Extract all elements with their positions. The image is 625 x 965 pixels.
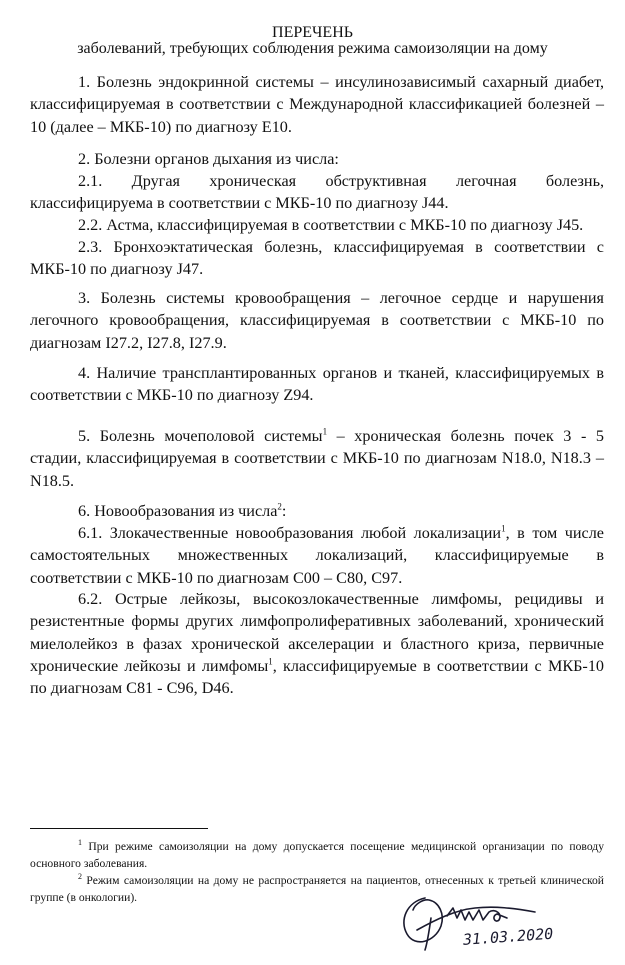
item-2: 2. Болезни органов дыхания из числа: <box>78 150 339 168</box>
footnote-ref-1: 1 <box>501 523 506 534</box>
footnote-1-text: При режиме самоизоляции на дому допускается посещение медицинской организации по поводу основного заболевания. <box>30 840 604 870</box>
item-3: 3. Болезнь системы кровообращения – легочное сердце и нарушения легочного кровообращения, классифицируемая в соответствии с МКБ-10 по диагнозам I27.2, I27.8, I27.9. <box>30 289 604 352</box>
item-6-1-text-a: 6.1. Злокачественные новообразования любой локализации <box>78 524 502 542</box>
item-6-2-text-a: 6.2. Острые лейкозы, высокозлокачественные лимфомы, рецидивы и резистентные формы других лимфопролиферативных заболеваний, хронический миелолейкоз в фазах хронической акселерации и бластного криза, первичные хронические лейкозы и лимфомы <box>30 590 604 675</box>
handwritten-signature <box>395 890 585 952</box>
item-4: 4. Наличие трансплантированных органов и тканей, классифицируемых в соответствии с МКБ-10 по диагнозу Z94. <box>30 364 604 405</box>
item-2-3: 2.3. Бронхоэктатическая болезнь, классифицируемая в соответствии с МКБ-10 по диагнозу J47. <box>30 238 604 279</box>
document-title: ПЕРЕЧЕНЬ <box>272 24 353 41</box>
item-6-1-text-b: , в том числе самостоятельных множественных локализаций, классифицируемые в соответствии с МКБ-10 по диагнозам C00 – C80, C97. <box>30 524 604 587</box>
footnote-2-text: Режим самоизоляции на дому не распространяется на пациентов, отнесенных к третьей клинической группе (в онкологии). <box>30 874 605 904</box>
item-5 <box>30 425 604 492</box>
item-2-1: 2.1. Другая хроническая обструктивная легочная болезнь, классифицируема в соответствии с МКБ-10 по диагнозу J44. <box>30 172 604 213</box>
item-5-text-a: 5. Болезнь мочеполовой системы <box>78 427 323 445</box>
item-6-2-text-b: , классифицируемые в соответствии с МКБ-10 по диагнозам C81 - C96, D46. <box>30 656 605 698</box>
signature-date: 31.03.2020 <box>462 924 554 949</box>
item-6: 6. Новообразования из числа$^2$: <box>78 501 287 520</box>
item-1: 1. Болезнь эндокринной системы – инсулинозависимый сахарный диабет, классифицируемая в соответствии с Международной классификацией болезней – 10 (далее – МКБ-10) по диагнозу E10. <box>30 73 604 136</box>
footnote-1 <box>30 838 604 872</box>
item-6-text: 6. Новообразования из числа <box>78 502 278 520</box>
item-6-2 <box>30 588 604 699</box>
item-6-1 <box>30 522 604 589</box>
document-subtitle: заболеваний, требующих соблюдения режима самоизоляции на дому <box>77 40 548 57</box>
item-5-text-b: – хроническая болезнь почек 3 - 5 стадии, классифицируемая в соответствии с МКБ-10 по диагнозам N18.0, N18.3 – N18.5. <box>30 427 604 490</box>
footnote-ref-1: 1 <box>268 656 273 667</box>
footnote-ref-2: 2 <box>277 501 282 512</box>
footnote-mark-1: 1 <box>78 838 82 848</box>
footnote-separator <box>30 828 208 829</box>
footnote-ref-1: 1 <box>322 426 328 437</box>
footnote-mark-2: 2 <box>78 872 82 882</box>
item-2-2: 2.2. Астма, классифицируемая в соответствии с МКБ-10 по диагнозу J45. <box>78 216 584 234</box>
